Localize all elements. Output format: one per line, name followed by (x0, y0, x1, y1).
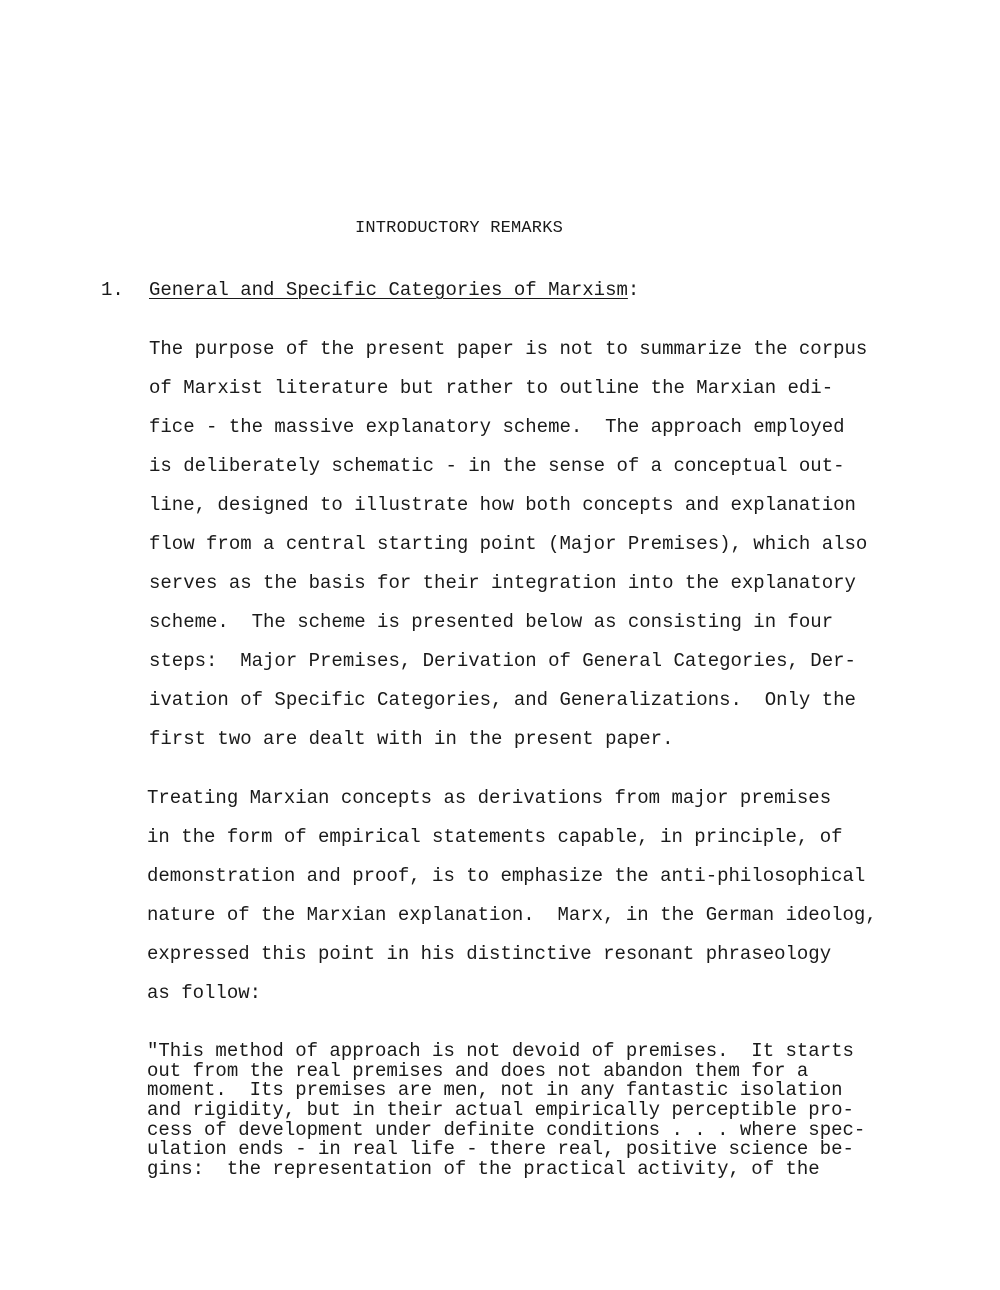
paragraph-line: in the form of empirical statements capable, in principle, of (147, 826, 843, 848)
paragraph-line: of Marxist literature but rather to outline the Marxian edi- (149, 377, 834, 399)
paragraph-line: nature of the Marxian explanation. Marx, in the German ideolog, (147, 904, 877, 926)
quote-line: "This method of approach is not devoid of premises. It starts (147, 1040, 854, 1062)
paragraph-line: fice - the massive explanatory scheme. The approach employed (149, 416, 845, 438)
paragraph-line: is deliberately schematic - in the sense of a conceptual out- (149, 455, 845, 477)
quote-line: out from the real premises and does not abandon them for a (147, 1060, 809, 1082)
quote-line: moment. Its premises are men, not in any fantastic isolation (147, 1079, 843, 1101)
paragraph-line: expressed this point in his distinctive resonant phraseology (147, 943, 832, 965)
paragraph-line: steps: Major Premises, Derivation of General Categories, Der- (149, 650, 856, 672)
section-title (149, 279, 639, 301)
section-title-colon: : (627, 279, 640, 301)
paragraph-line: Treating Marxian concepts as derivations from major premises (147, 787, 832, 809)
paragraph-line: line, designed to illustrate how both concepts and explanation (149, 494, 856, 516)
paragraph-line: ivation of Specific Categories, and Generalizations. Only the (149, 689, 856, 711)
page-heading: INTRODUCTORY REMARKS (354, 219, 564, 238)
paragraph-line: as follow: (147, 982, 262, 1004)
paragraph-line: demonstration and proof, is to emphasize the anti-philosophical (147, 865, 866, 887)
quote-line: gins: the representation of the practical activity, of the (147, 1158, 820, 1180)
quote-line: ulation ends - in real life - there real, positive science be- (147, 1138, 854, 1160)
section-number: 1. (101, 279, 124, 301)
quote-line: and rigidity, but in their actual empirically perceptible pro- (147, 1099, 854, 1121)
paragraph-line: The purpose of the present paper is not to summarize the corpus (149, 338, 868, 360)
quote-line: cess of development under definite conditions . . . where spec- (147, 1119, 866, 1141)
paragraph-line: first two are dealt with in the present paper. (149, 728, 674, 750)
paragraph-line: scheme. The scheme is presented below as consisting in four (149, 611, 834, 633)
paragraph-line: flow from a central starting point (Major Premises), which also (149, 533, 868, 555)
section-title-text: General and Specific Categories of Marxism (149, 279, 628, 301)
paragraph-line: serves as the basis for their integration into the explanatory (149, 572, 856, 594)
